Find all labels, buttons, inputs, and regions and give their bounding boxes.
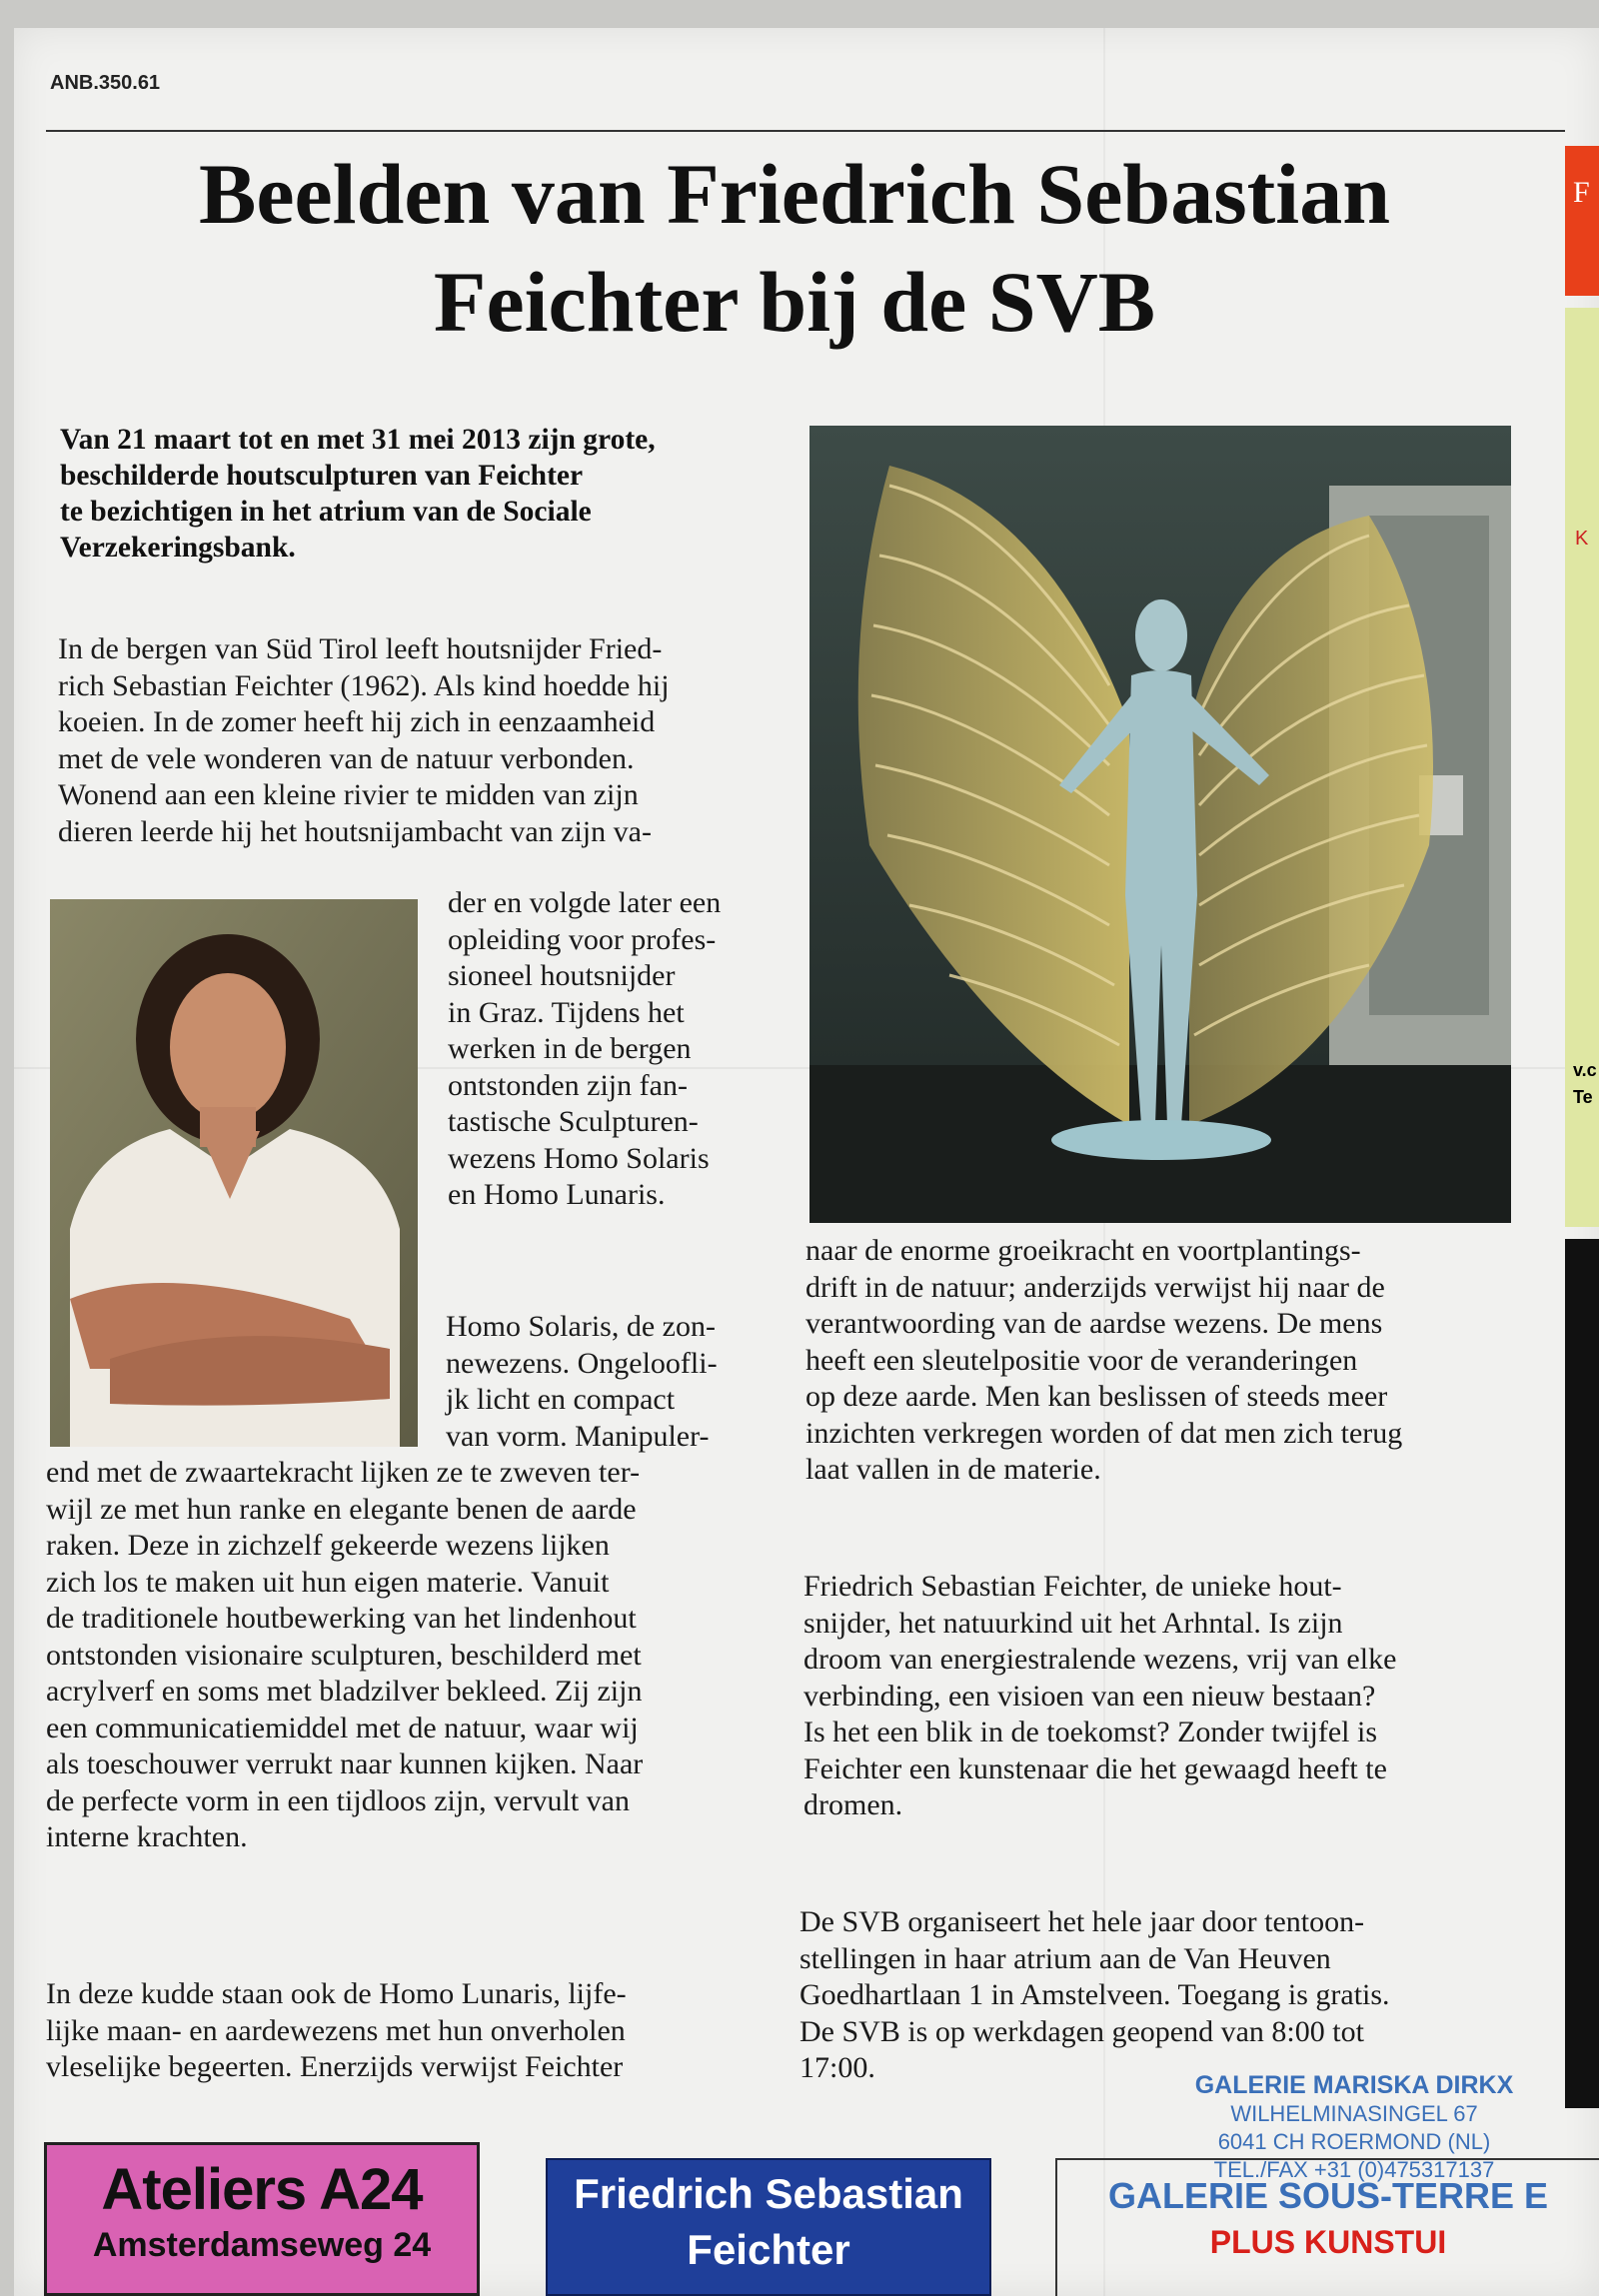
text-line: wezens Homo Solaris (448, 1141, 710, 1175)
text-line: in Graz. Tijdens het (448, 995, 685, 1029)
text-line: dromen. (803, 1788, 903, 1821)
text-line: tastische Sculpturen- (448, 1105, 699, 1138)
ad-sous-terre (1055, 2158, 1599, 2296)
text-line: In deze kudde staan ook de Homo Lunaris, lijfe- (46, 1977, 627, 2010)
col1-paragraph-4 (46, 1976, 805, 2086)
text-line: verbinding, een visioen van een nieuw bestaan? (803, 1679, 1376, 1713)
side-red-block (1565, 146, 1599, 296)
text-line: naar de enorme groeikracht en voortplantings- (805, 1234, 1361, 1267)
ad-ateliers-address: Amsterdamseweg 24 (92, 2226, 432, 2264)
side-red-letter: F (1573, 176, 1590, 209)
text-line: koeien. In de zomer heeft hij zich in eenzaamheid (58, 705, 656, 738)
text-line: De SVB is op werkdagen geopend van 8:00 tot (800, 2014, 1364, 2048)
side-green-block (1565, 308, 1599, 1227)
text-line: drift in de natuur; anderzijds verwijst hij naar de (805, 1270, 1385, 1304)
galerie-phone: TEL./FAX +31 (0)475317137 (1213, 2157, 1495, 2182)
text-line: met de vele wonderen van de natuur verbonden. (58, 741, 635, 775)
text-line: zich los te maken uit hun eigen materie. Vanuit (46, 1565, 610, 1599)
col1-side-paragraph-2 (446, 1309, 805, 1455)
text-line: ontstonden zijn fan- (448, 1068, 688, 1102)
text-line: op deze aarde. Men kan beslissen of steeds meer (805, 1380, 1388, 1413)
text-line: werken in de bergen (448, 1032, 692, 1065)
text-line: Homo Solaris, de zon- (446, 1310, 716, 1343)
text-line: als toeschouwer verrukt naar kunnen kijken. Naar (46, 1747, 644, 1780)
side-green-text-1: v.c (1573, 1060, 1597, 1080)
text-line: Is het een blik in de toekomst? Zonder twijfel is (803, 1716, 1378, 1748)
text-line: Feichter een kunstenaar die het gewaagd heeft te (803, 1751, 1387, 1785)
text-line: rich Sebastian Feichter (1962). Als kind hoedde hij (58, 668, 670, 702)
col2-paragraph-3 (800, 1904, 1539, 2087)
text-line: laat vallen in de materie. (805, 1453, 1101, 1486)
statue-photo (809, 426, 1511, 1223)
title-line-2: Feichter bij de SVB (433, 254, 1156, 350)
article-lead (60, 422, 800, 566)
text-line: sioneel houtsnijder (448, 959, 676, 992)
winged-statue-illustration (809, 426, 1511, 1223)
portrait-photo (50, 899, 418, 1447)
ad-plus-kunstuit: PLUS KUNSTUI (1209, 2224, 1447, 2260)
ad-ateliers (44, 2142, 480, 2296)
article-title (60, 140, 1529, 356)
ad-feichter-line-1: Friedrich Sebastian (574, 2170, 963, 2217)
galerie-name: GALERIE MARISKA DIRKX (1194, 2071, 1514, 2099)
text-line: newezens. Ongeloofli- (446, 1346, 718, 1380)
text-line: en Homo Lunaris. (448, 1178, 666, 1211)
col2-paragraph-2 (803, 1569, 1543, 1824)
title-line-1: Beelden van Friedrich Sebastian (198, 146, 1391, 242)
ad-ateliers-title: Ateliers A24 (101, 2157, 423, 2222)
text-line: lijke maan- en aardewezens met hun onverholen (46, 2013, 626, 2047)
ad-feichter-line-2: Feichter (687, 2226, 850, 2273)
portrait-illustration (50, 899, 418, 1447)
col2-paragraph-1 (805, 1233, 1545, 1489)
text-line: verantwoording van de aardse wezens. De mens (805, 1307, 1383, 1340)
text-line: de perfecte vorm in een tijdloos zijn, vervult van (46, 1783, 630, 1817)
text-line: vleselijke begeerten. Enerzijds verwijst Feichter (46, 2050, 624, 2083)
side-dark-block (1565, 1239, 1599, 2108)
text-line: raken. Deze in zichzelf gekeerde wezens lijken (46, 1529, 610, 1562)
col1-paragraph-1 (58, 631, 798, 850)
text-line: stellingen in haar atrium aan de Van Heuven (800, 1941, 1331, 1975)
text-line: van vorm. Manipuler- (446, 1419, 710, 1453)
text-line: inzichten verkregen worden of dat men zich terug (805, 1416, 1403, 1450)
header-rule (46, 130, 1565, 132)
col1-side-paragraph (448, 885, 807, 1214)
text-line: 17:00. (800, 2051, 875, 2084)
text-line: heeft een sleutelpositie voor de veranderingen (805, 1343, 1358, 1377)
text-line: droom van energiestralende wezens, vrij van elke (803, 1643, 1397, 1676)
text-line: opleiding voor profes- (448, 922, 717, 956)
text-line: Wonend aan een kleine rivier te midden van zijn (58, 778, 639, 811)
side-green-letter: K (1575, 528, 1589, 550)
text-line: Friedrich Sebastian Feichter, de unieke hout- (803, 1570, 1342, 1603)
lead-line: te bezichtigen in het atrium van de Sociale (60, 496, 592, 528)
text-line: ontstonden visionaire sculpturen, beschilderd met (46, 1638, 642, 1672)
text-line: der en volgde later een (448, 886, 722, 919)
side-green-text-2: Te (1573, 1087, 1593, 1107)
lead-line: Van 21 maart tot en met 31 mei 2013 zijn grote, (60, 424, 656, 456)
text-line: een communicatiemiddel met de natuur, waar wij (46, 1711, 639, 1744)
lead-line: beschilderde houtsculpturen van Feichter (60, 460, 584, 492)
ad-feichter (546, 2158, 991, 2296)
galerie-street: WILHELMINASINGEL 67 (1230, 2101, 1478, 2126)
text-line: wijl ze met hun ranke en elegante benen de aarde (46, 1492, 637, 1526)
text-line: dieren leerde hij het houtsnijambacht van zijn va- (58, 814, 652, 848)
text-line: de traditionele houtbewerking van het lindenhout (46, 1602, 637, 1635)
galerie-city: 6041 CH ROERMOND (NL) (1217, 2129, 1491, 2154)
text-line: interne krachten. (46, 1820, 248, 1853)
col1-paragraph-3 (46, 1455, 805, 1856)
text-line: jk licht en compact (446, 1383, 676, 1416)
text-line: snijder, het natuurkind uit het Arhntal. Is zijn (803, 1606, 1343, 1640)
text-line: Goedhartlaan 1 in Amstelveen. Toegang is gratis. (800, 1978, 1390, 2011)
text-line: end met de zwaartekracht lijken ze te zweven ter- (46, 1456, 641, 1489)
reference-code: ANB.350.61 (50, 72, 161, 94)
text-line: De SVB organiseert het hele jaar door tentoon- (800, 1905, 1365, 1938)
text-line: In de bergen van Süd Tirol leeft houtsnijder Fried- (58, 632, 663, 665)
lead-line: Verzekeringsbank. (60, 532, 296, 564)
text-line: acrylverf en soms met bladzilver bekleed. Zij zijn (46, 1675, 643, 1708)
ad-sous-terre-title: GALERIE SOUS-TERRE E (1107, 2175, 1549, 2216)
